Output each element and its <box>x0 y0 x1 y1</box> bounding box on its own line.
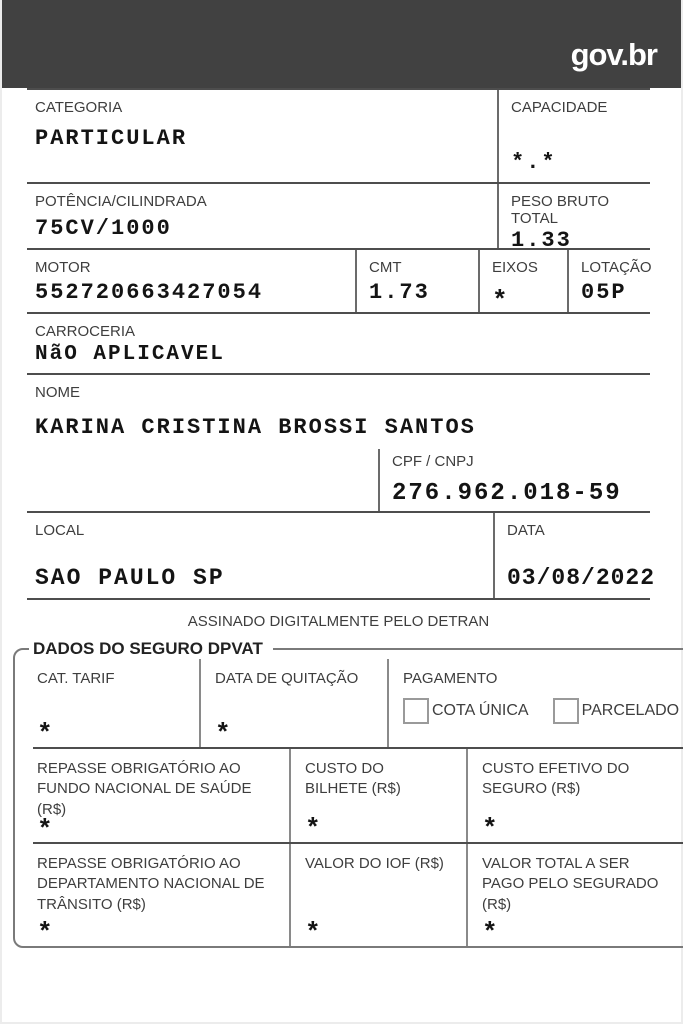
field-value: * <box>482 918 498 948</box>
row-local-data <box>27 511 656 598</box>
field-value: KARINA CRISTINA BROSSI SANTOS <box>35 415 476 441</box>
field-label: CARROCERIA <box>35 323 136 340</box>
field-cat-tarif <box>33 659 199 747</box>
pagamento-options <box>403 698 679 724</box>
field-label: PESO BRUTO TOTAL <box>511 193 610 228</box>
field-capacidade <box>497 90 650 182</box>
field-label: CATEGORIA <box>35 99 123 116</box>
field-motor <box>27 250 355 312</box>
field-value: * <box>215 719 231 749</box>
field-cpf-cnpj <box>378 449 650 511</box>
cota-unica-label: COTA ÚNICA <box>432 702 529 720</box>
row-carroceria <box>27 312 650 373</box>
field-value: *.* <box>511 150 557 175</box>
row-motor-cmt-eixos-lotacao <box>27 248 652 316</box>
field-label: LOTAÇÃO <box>581 259 652 276</box>
parcelado-label: PARCELADO <box>581 702 680 720</box>
field-repasse-fns <box>33 749 289 845</box>
field-value: 552720663427054 <box>35 280 264 305</box>
field-value: 05P <box>581 280 627 305</box>
field-value: 1.73 <box>369 280 430 305</box>
govbr-logo: gov.br <box>570 37 657 72</box>
field-value: 276.962.018-59 <box>392 480 622 507</box>
field-value: 1.33 <box>511 227 572 253</box>
field-value: * <box>305 918 321 948</box>
dpvat-section <box>13 639 683 948</box>
field-value: * <box>37 918 53 948</box>
field-custo-efetivo <box>466 749 683 842</box>
field-value: * <box>305 814 321 844</box>
field-label: VALOR DO IOF (R$) <box>305 855 444 872</box>
field-label: REPASSE OBRIGATÓRIO AO FUNDO NACIONAL DE SAÚDE (R$) <box>37 760 252 818</box>
field-value: NãO APLICAVEL <box>35 343 225 366</box>
row-potencia-peso <box>27 182 650 253</box>
field-label: POTÊNCIA/CILINDRADA <box>35 193 207 210</box>
field-label: DATA <box>507 522 545 539</box>
field-peso-bruto-total <box>497 184 650 253</box>
field-label: CMT <box>369 259 402 276</box>
parcelado-checkbox[interactable] <box>553 698 579 724</box>
field-label: VALOR TOTAL A SER PAGO PELO SEGURADO (R$) <box>482 855 659 913</box>
field-value: SAO PAULO SP <box>35 565 225 591</box>
field-label: NOME <box>35 384 80 401</box>
cota-unica-checkbox[interactable] <box>403 698 429 724</box>
field-value: * <box>482 814 498 844</box>
field-custo-bilhete <box>289 749 466 842</box>
field-categoria <box>27 90 497 182</box>
dpvat-row-1 <box>33 659 683 747</box>
field-label: CAT. TARIF <box>37 670 115 687</box>
field-label: CPF / CNPJ <box>392 453 474 470</box>
field-data-quitacao <box>199 659 387 747</box>
field-label: CAPACIDADE <box>511 99 608 116</box>
field-value: 75CV/1000 <box>35 216 172 241</box>
field-valor-iof <box>289 844 466 946</box>
field-nome <box>27 375 650 449</box>
field-repasse-denatran <box>33 844 289 946</box>
field-potencia <box>27 184 497 248</box>
field-label: PAGAMENTO <box>403 670 498 687</box>
field-eixos <box>478 250 567 316</box>
field-data <box>493 513 656 598</box>
field-value: * <box>492 286 508 316</box>
field-cmt <box>355 250 478 312</box>
row-categoria-capacidade <box>27 88 650 182</box>
field-local <box>27 513 493 598</box>
field-value: PARTICULAR <box>35 126 188 152</box>
field-value: * <box>37 719 53 749</box>
row-nome <box>27 373 650 449</box>
document-body <box>0 88 683 948</box>
field-value: * <box>37 814 53 845</box>
dpvat-row-3 <box>33 842 683 946</box>
field-pagamento <box>387 659 683 747</box>
divider <box>27 598 650 600</box>
field-label: LOCAL <box>35 522 85 539</box>
field-label: CUSTO EFETIVO DO SEGURO (R$) <box>482 760 630 798</box>
field-lotacao <box>567 250 650 312</box>
field-value: 03/08/2022 <box>507 565 656 591</box>
dpvat-row-2 <box>33 747 683 845</box>
field-valor-total <box>466 844 683 946</box>
field-label: EIXOS <box>492 259 538 276</box>
field-label: DATA DE QUITAÇÃO <box>215 670 359 687</box>
digital-signature-note: ASSINADO DIGITALMENTE PELO DETRAN <box>187 613 490 630</box>
field-label: CUSTO DO BILHETE (R$) <box>305 760 401 798</box>
header-bar <box>2 0 681 88</box>
dpvat-section-title: DADOS DO SEGURO DPVAT <box>33 639 263 658</box>
field-label: MOTOR <box>35 259 91 276</box>
field-label: REPASSE OBRIGATÓRIO AO DEPARTAMENTO NACIONAL DE TRÂNSITO (R$) <box>37 855 265 913</box>
field-carroceria <box>27 314 650 373</box>
